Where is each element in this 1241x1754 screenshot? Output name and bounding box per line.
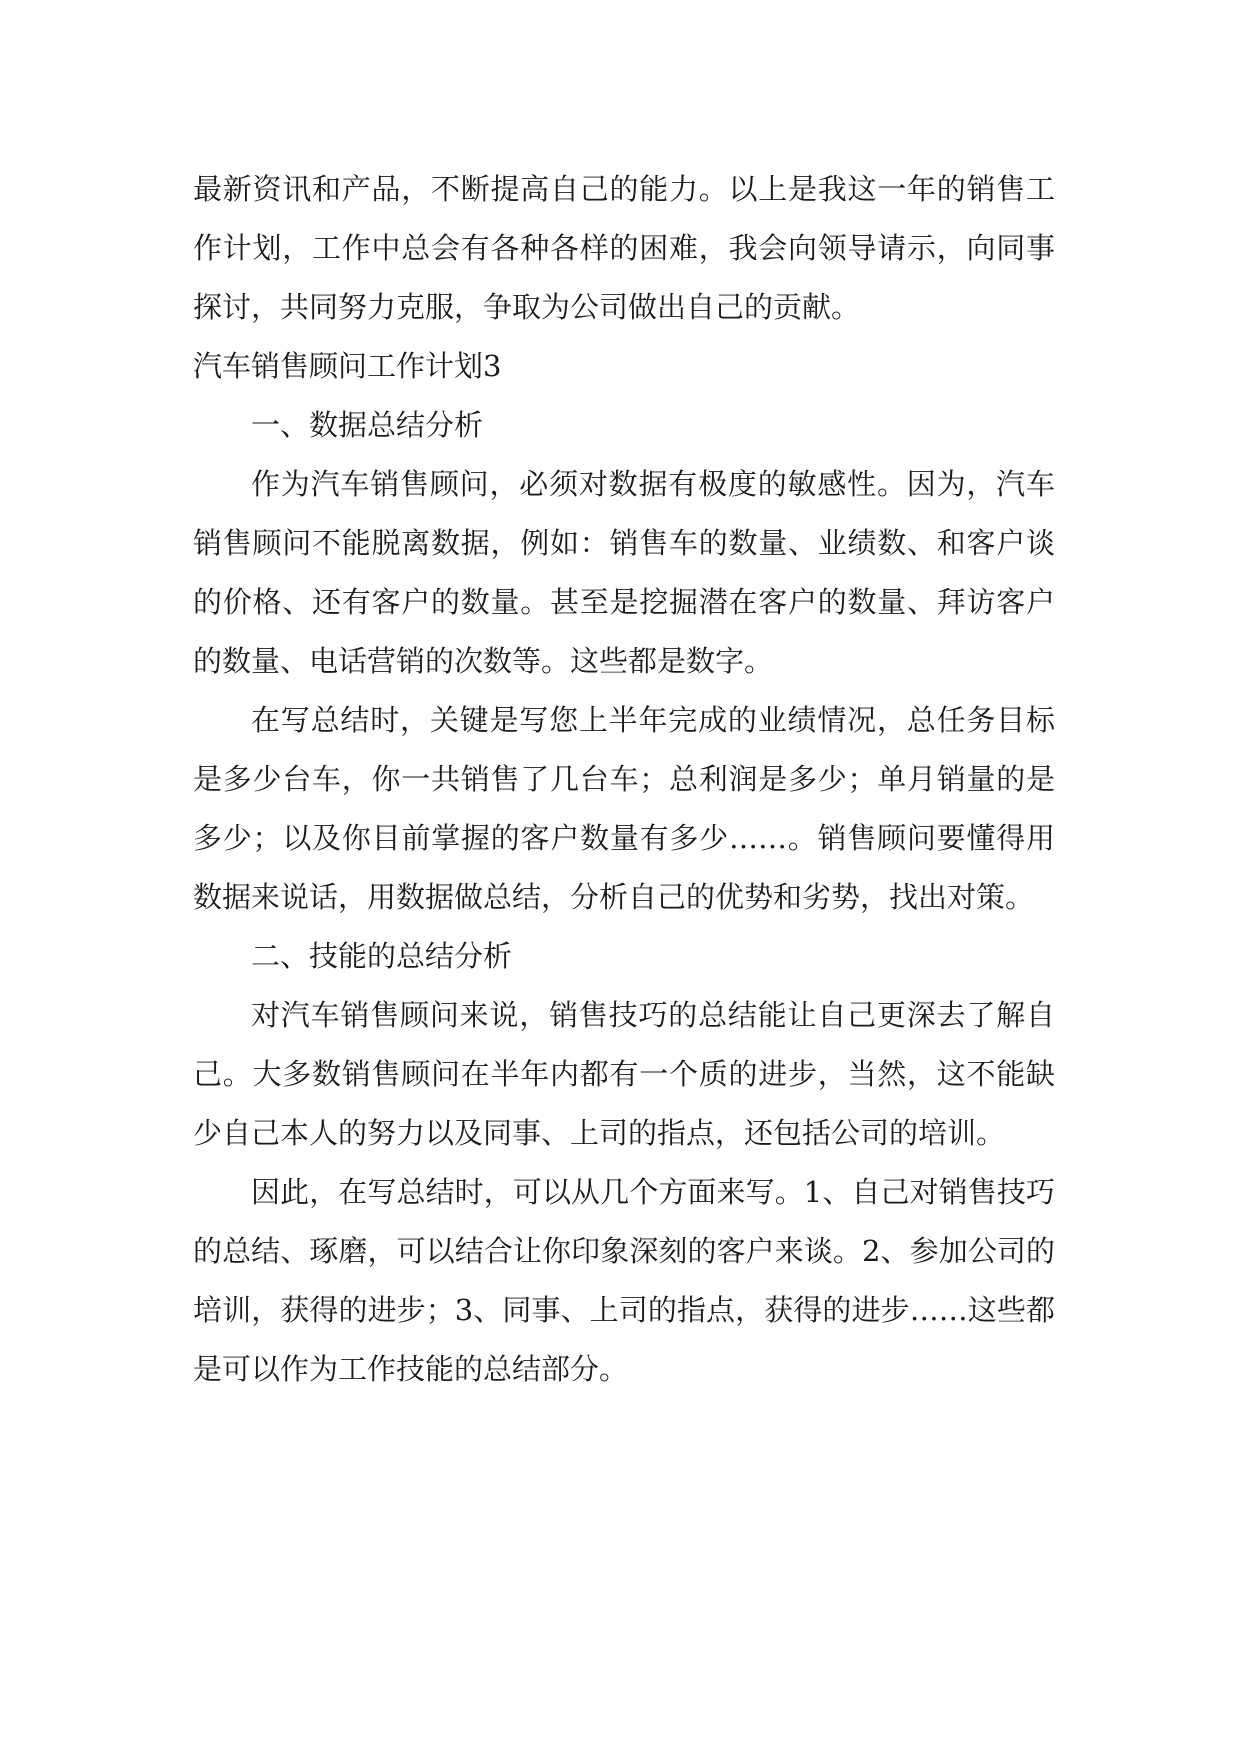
paragraph-performance-summary: 在写总结时，关键是写您上半年完成的业绩情况，总任务目标是多少台车，你一共销售了几台车；总利润是多少；单月销量的是多少；以及你目前掌握的客户数量有多少……。销售顾问要懂得用数据来说话，用数据做总结，分析自己的优势和劣势，找出对策。 — [193, 703, 1055, 914]
section-title: 汽车销售顾问工作计划3 — [193, 349, 502, 383]
paragraph-continuation: 最新资讯和产品，不断提高自己的能力。以上是我这一年的销售工作计划，工作中总会有各种各样的困难，我会向领导请示，向同事探讨，共同努力克服，争取为公司做出自己的贡献。 — [193, 172, 1055, 324]
document-page — [193, 160, 1055, 1399]
paragraph-summary-aspects: 因此，在写总结时，可以从几个方面来写。1、自己对销售技巧的总结、琢磨，可以结合让你印象深刻的客户来谈。2、参加公司的培训，获得的进步；3、同事、上司的指点，获得的进步……这些都是可以作为工作技能的总结部分。 — [193, 1175, 1055, 1386]
paragraph-data-sensitivity: 作为汽车销售顾问，必须对数据有极度的敏感性。因为，汽车销售顾问不能脱离数据，例如：销售车的数量、业绩数、和客户谈的价格、还有客户的数量。甚至是挖掘潜在客户的数量、拜访客户的数量、电话营销的次数等。这些都是数字。 — [193, 467, 1055, 678]
subheading-data-analysis: 一、数据总结分析 — [251, 408, 484, 442]
subheading-skills-analysis: 二、技能的总结分析 — [251, 939, 513, 973]
paragraph-sales-skills: 对汽车销售顾问来说，销售技巧的总结能让自己更深去了解自己。大多数销售顾问在半年内都有一个质的进步，当然，这不能缺少自己本人的努力以及同事、上司的指点，还包括公司的培训。 — [193, 998, 1055, 1150]
